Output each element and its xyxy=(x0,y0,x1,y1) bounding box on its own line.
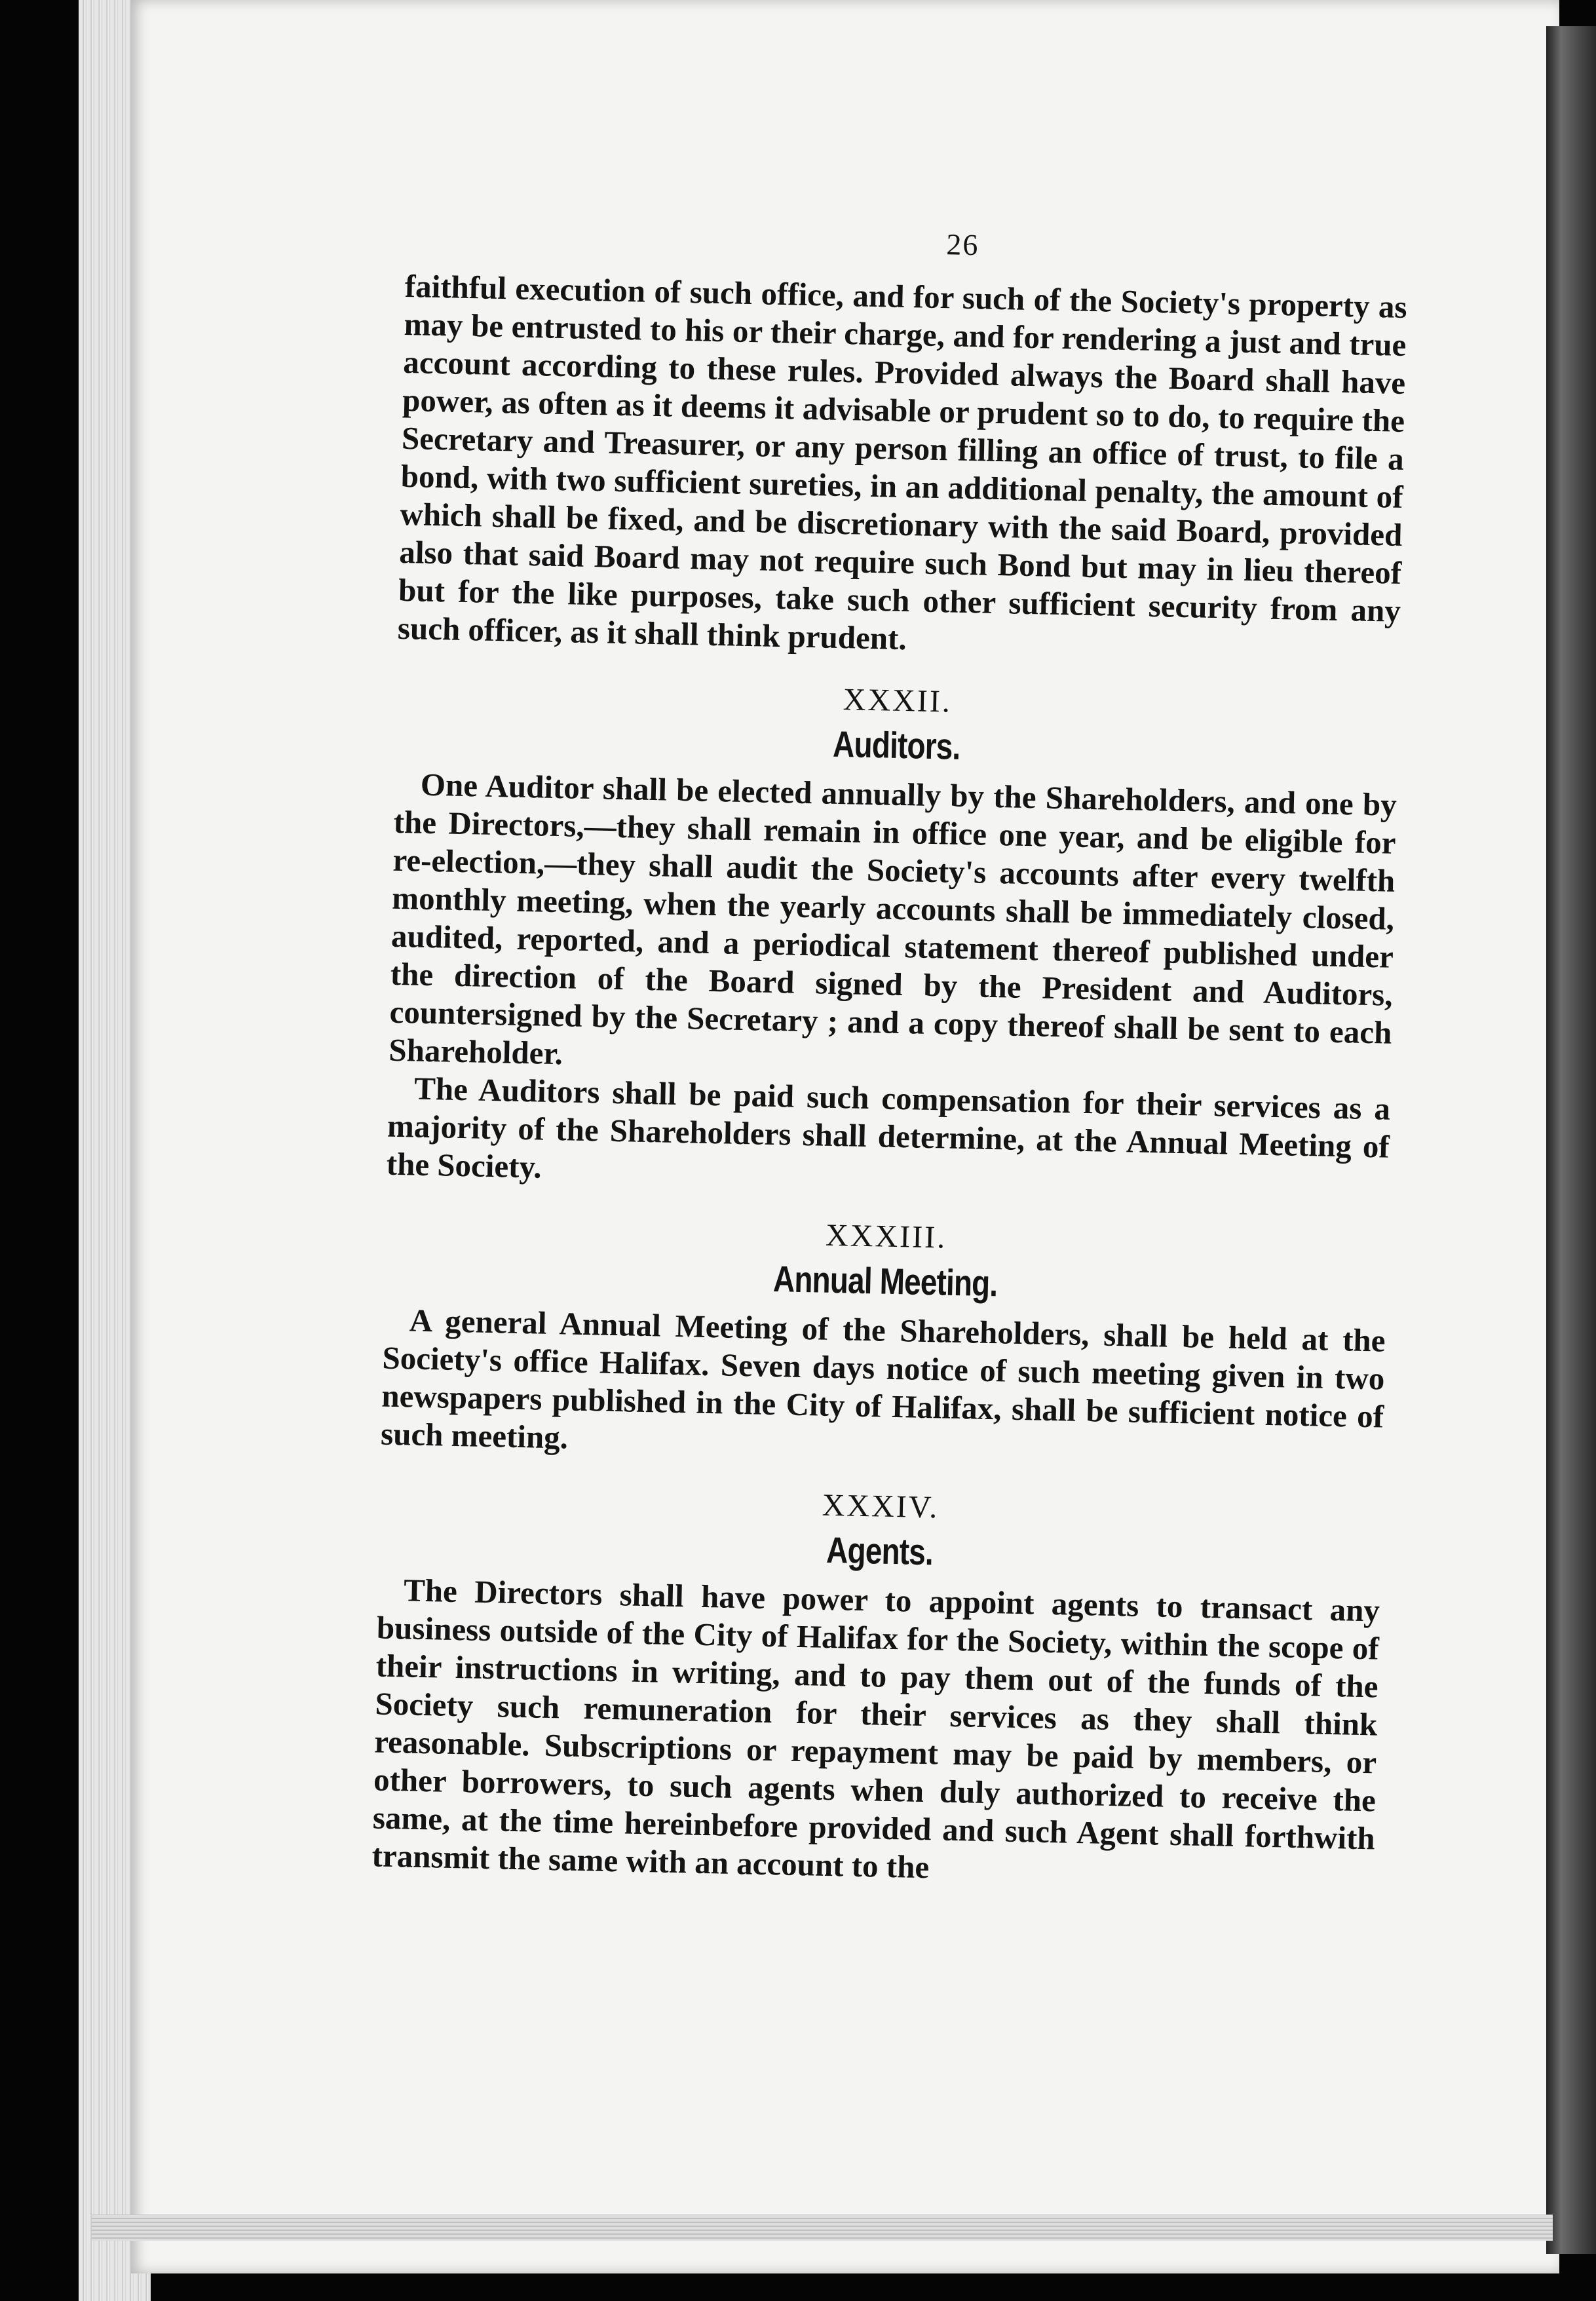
page-number: 26 xyxy=(945,227,979,262)
section-heading: Agents. xyxy=(826,1529,934,1573)
section-agents xyxy=(371,1478,1382,1896)
paragraph: A general Annual Meeting of the Shareholders, shall be held at the Society's office Halifax. Seven days notice of such meeting given in two newspapers published in the City of Halifax, shall be sufficient notice of such meeting. xyxy=(380,1302,1386,1456)
section-number: XXXII. xyxy=(843,682,953,719)
section-number: XXXIV. xyxy=(822,1487,940,1525)
paragraph: The Directors shall have power to appoint agents to transact any business outside of the City of Halifax for the Society, within the scope of their instructions in writing, and to pay them out of the funds of the Society such remuneration for their services as they shall think reasonable. Subscriptions or repayment may be paid by members, or other borrowers, to such agents when duly authorized to receive the same, at the time hereinbefore provided and such Agent shall forthwith transmit the same with an account to the xyxy=(371,1572,1380,1886)
page-content xyxy=(371,216,1409,1895)
paragraph: One Auditor shall be elected annually by the Shareholders, and one by the Directors,—they shall remain in office one year, and be eligible for re-election,—they shall audit the Society's accounts after every twelfth monthly meeting, when the yearly accounts shall be immediately closed, audited, reported, and a periodical statement thereof published under the direction of the Board signed by the President and Auditors, countersigned by the Secretary ; and a copy thereof shall be sent to each Shareholder. xyxy=(388,766,1397,1072)
paragraph: The Auditors shall be paid such compensation for their services as a majority of the Shareholders shall determine, at the Annual Meeting of the Society. xyxy=(386,1070,1391,1185)
section-auditors xyxy=(386,672,1399,1204)
book-bottom-edges xyxy=(92,2215,1553,2241)
section-heading: Annual Meeting. xyxy=(772,1258,998,1304)
section-annual-meeting xyxy=(381,1208,1388,1474)
book-gutter-shadow xyxy=(1546,26,1596,2254)
section-heading: Auditors. xyxy=(832,723,961,767)
section-number: XXXIII. xyxy=(825,1217,947,1255)
opening-paragraph: faithful execution of such office, and for such of the Society's property as may be entrusted to his or their charge, and for rendering a just and true account according to these rules. Provided always the Board shall have power, as often as it deems it advisable or prudent so to do, to require the Secretary and Treasurer, or any person filling an office of trust, to file a bond, with two sufficient sureties, in an additional penalty, the amount of which shall be fixed, and be discretionary with the said Board, provided also that said Board may not require such Bond but may in lieu thereof but for the like purposes, take such other sufficient security from any such officer, as it shall think prudent. xyxy=(397,267,1408,657)
